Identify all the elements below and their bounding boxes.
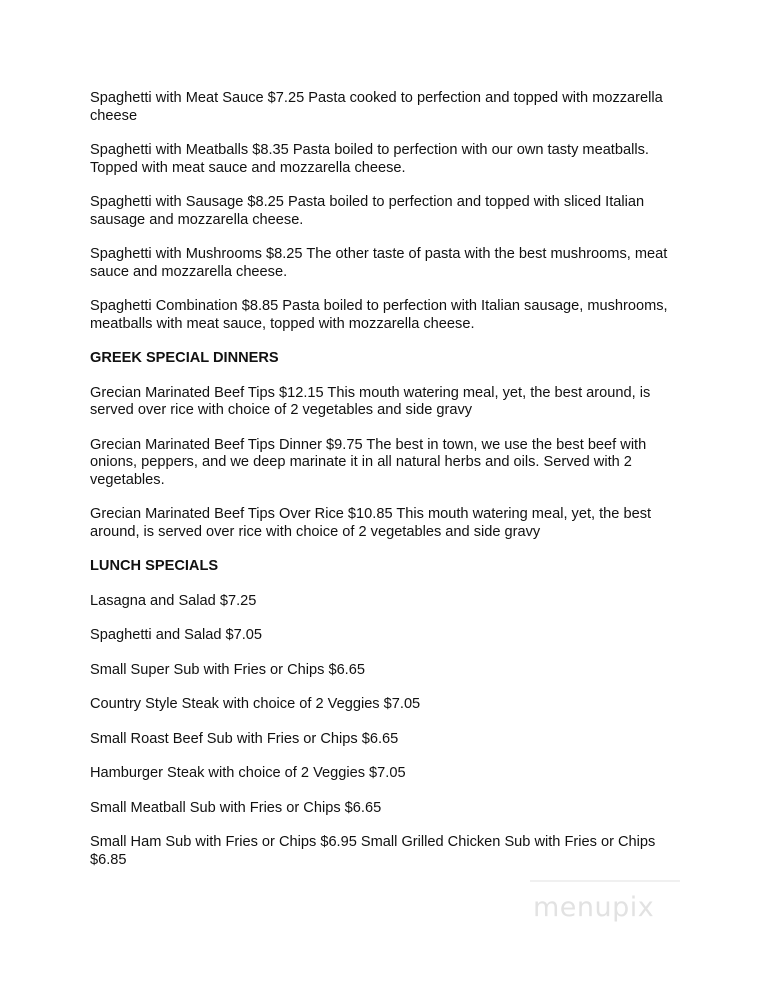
menu-item-small-super-sub: Small Super Sub with Fries or Chips $6.65 bbox=[90, 661, 365, 678]
menu-item-small-ham-and-chicken-sub: Small Ham Sub with Fries or Chips $6.95 Small Grilled Chicken Sub with Fries or Chips $6.85 bbox=[90, 834, 656, 868]
menu-item-grecian-beef-tips: Grecian Marinated Beef Tips $12.15 This mouth watering meal, yet, the best around, is served over rice with choice of 2 vegetables and side gravy bbox=[90, 384, 651, 418]
menu-item-spaghetti-mushrooms: Spaghetti with Mushrooms $8.25 The other taste of pasta with the best mushrooms, meat sauce and mozzarella cheese. bbox=[90, 246, 668, 280]
menu-item-small-roast-beef-sub: Small Roast Beef Sub with Fries or Chips $6.65 bbox=[90, 730, 399, 747]
menu-item-country-style-steak: Country Style Steak with choice of 2 Veggies $7.05 bbox=[90, 696, 421, 712]
watermark-divider bbox=[530, 880, 680, 882]
menu-item-spaghetti-salad: Spaghetti and Salad $7.05 bbox=[90, 627, 263, 643]
menu-item-spaghetti-sausage: Spaghetti with Sausage $8.25 Pasta boiled to perfection and topped with sliced Italian sausage and mozzarella cheese. bbox=[90, 194, 645, 228]
menu-item-lasagna-salad: Lasagna and Salad $7.25 bbox=[90, 592, 257, 609]
menu-item-spaghetti-combination: Spaghetti Combination $8.85 Pasta boiled to perfection with Italian sausage, mushrooms, meatballs with meat sauce, topped with mozzarella cheese. bbox=[90, 298, 668, 332]
menu-item-spaghetti-meat-sauce: Spaghetti with Meat Sauce $7.25 Pasta cooked to perfection and topped with mozzarella cheese bbox=[90, 90, 663, 124]
menu-item-spaghetti-meatballs: Spaghetti with Meatballs $8.35 Pasta boiled to perfection with our own tasty meatballs. Topped with meat sauce and mozzarella cheese. bbox=[90, 142, 649, 176]
section-heading-lunch-specials: LUNCH SPECIALS bbox=[90, 558, 219, 574]
section-heading-greek-special-dinners: GREEK SPECIAL DINNERS bbox=[90, 350, 279, 366]
menu-item-grecian-beef-tips-dinner: Grecian Marinated Beef Tips Dinner $9.75 The best in town, we use the best beef with onions, peppers, and we deep marinate it in all natural herbs and oils. Served with 2 vegetables. bbox=[90, 436, 647, 488]
menu-content bbox=[90, 90, 690, 886]
menu-item-small-meatball-sub: Small Meatball Sub with Fries or Chips $6.65 bbox=[90, 799, 382, 816]
menu-item-hamburger-steak: Hamburger Steak with choice of 2 Veggies $7.05 bbox=[90, 765, 406, 781]
menupix-watermark: menupix bbox=[533, 892, 655, 923]
menu-item-grecian-beef-tips-over-rice: Grecian Marinated Beef Tips Over Rice $10.85 This mouth watering meal, yet, the best around, is served over rice with choice of 2 vegetables and side gravy bbox=[90, 506, 652, 540]
